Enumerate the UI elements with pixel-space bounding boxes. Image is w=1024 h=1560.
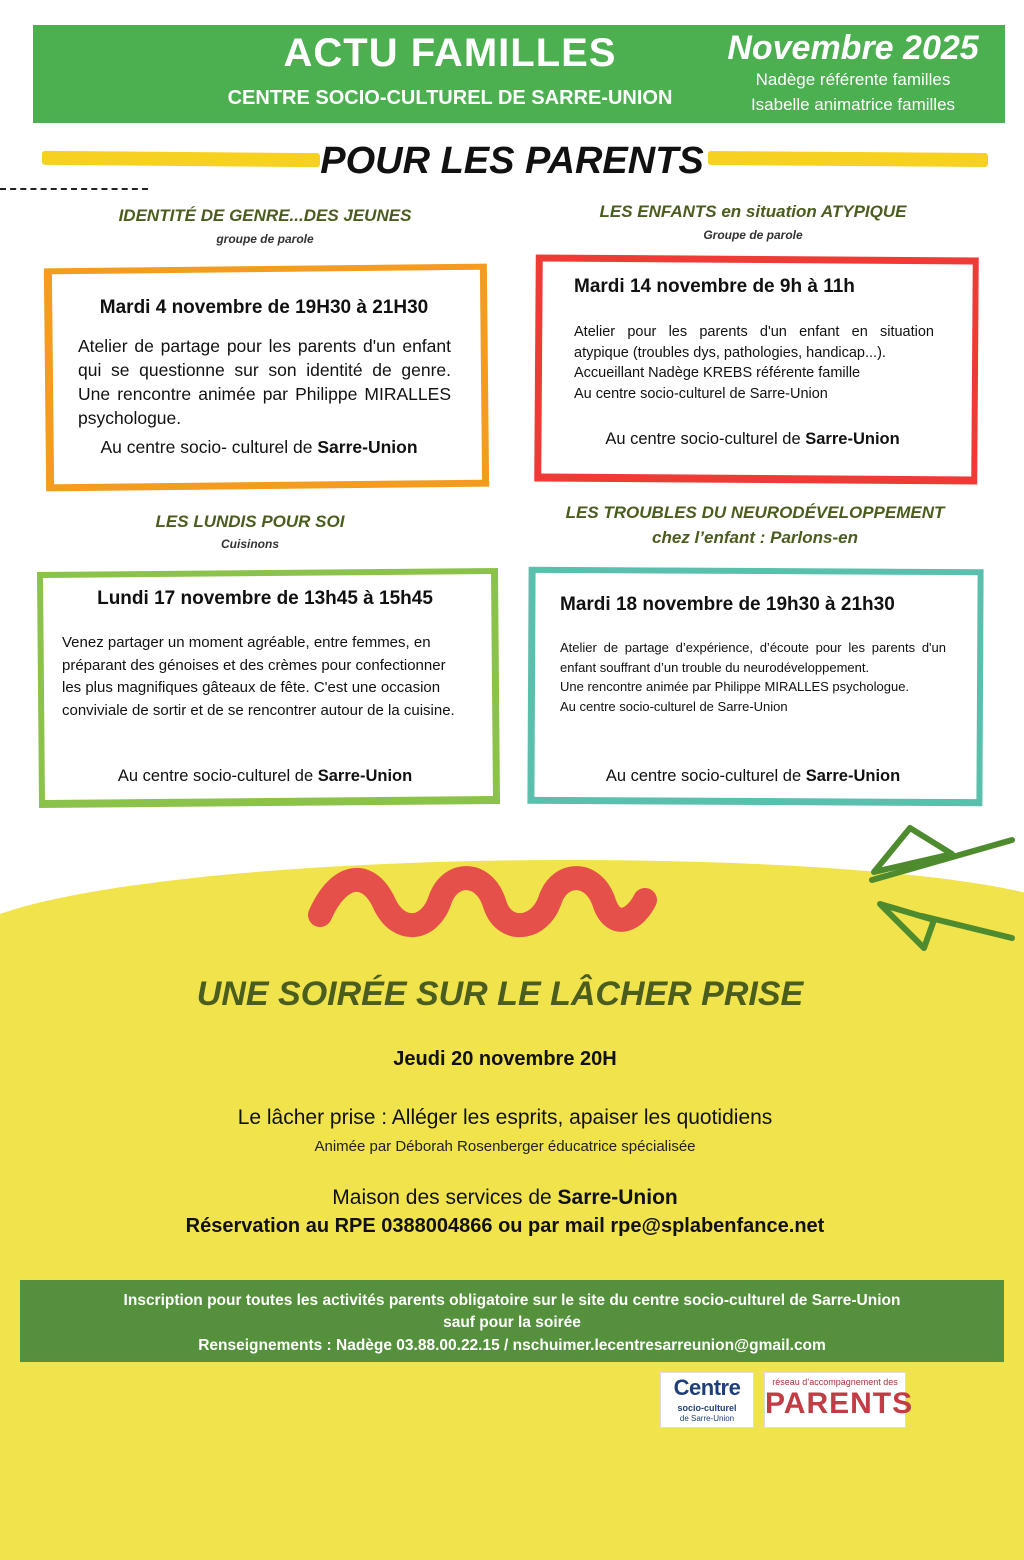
place-town: Sarre-Union xyxy=(805,430,900,448)
activity-category: LES TROUBLES DU NEURODÉVELOPPEMENT xyxy=(565,503,945,522)
description-main: Atelier pour les parents d'un enfant en situation atypique (troubles dys, pathologies, handicap...). xyxy=(574,324,934,361)
activity-description: Atelier de partage pour les parents d'un enfant qui se questionne sur son identité de genre. Une rencontre animée par Philippe MIRALLES psychologue. xyxy=(78,336,451,428)
activity-place xyxy=(50,437,468,458)
event-place xyxy=(0,1186,1010,1210)
month-label: Novembre 2025 xyxy=(727,29,979,67)
footer-registration: Inscription pour toutes les activités parents obligatoire sur le site du centre socio-culturel de Sarre-Union xyxy=(123,1292,901,1309)
referents xyxy=(713,67,993,117)
logo-centre-sub: socio-culturel xyxy=(677,1403,737,1413)
logo-centre-town: de Sarre-Union xyxy=(679,1414,735,1423)
activity-description xyxy=(560,638,946,716)
event-theme: Le lâcher prise : Alléger les esprits, apaiser les quotidiens xyxy=(237,1106,773,1129)
activity-place xyxy=(540,430,965,449)
place-prefix: Au centre socio-culturel de xyxy=(605,767,806,785)
activity-description xyxy=(574,322,934,404)
event-place-town: Sarre-Union xyxy=(557,1186,678,1209)
dashed-divider xyxy=(0,188,148,190)
activity-place xyxy=(40,767,490,786)
description-host: Une rencontre animée par Philippe MIRALLES psychologue. xyxy=(560,679,910,694)
activity-category: IDENTITÉ DE GENRE...DES JEUNES xyxy=(118,206,412,225)
referent-families: Nadège référente familles xyxy=(755,70,951,89)
activity-place xyxy=(530,767,976,786)
footer-exception: sauf pour la soirée xyxy=(443,1314,581,1331)
activity-date: Lundi 17 novembre de 13h45 à 15h45 xyxy=(97,588,433,609)
activity-description: Venez partager un moment agréable, entre femmes, en préparant des génoises et des crèmes pour confectionner les plus magnifiques gâteaux de fête. C'est une occasion conviviale de sortir et de se rencontrer autour de la cuisine. xyxy=(62,634,455,719)
description-place: Au centre socio-culturel de Sarre-Union xyxy=(560,698,788,714)
logo-reaap-top: réseau d’accompagnement des xyxy=(772,1377,898,1387)
place-town: Sarre-Union xyxy=(805,767,901,785)
newsletter-title: ACTU FAMILLES xyxy=(283,31,617,75)
place-prefix: Au centre socio- culturel de xyxy=(100,437,318,457)
description-main: Atelier de partage d’expérience, d’écoute pour les parents d'un enfant souffrant d’un trouble du neurodéveloppement. xyxy=(560,640,946,675)
header-banner xyxy=(33,25,1005,123)
logo-reaap-main: PARENTS xyxy=(765,1387,914,1420)
event-date: Jeudi 20 novembre 20H xyxy=(393,1048,617,1070)
squiggle-decoration xyxy=(300,860,670,940)
activity-date: Mardi 18 novembre de 19h30 à 21h30 xyxy=(560,594,895,615)
activity-subcategory: chez l’enfant : Parlons-en xyxy=(652,528,858,547)
footer-contact: Renseignements : Nadège 03.88.00.22.15 / nschuimer.lecentresarreunion@gmail.com xyxy=(198,1337,826,1354)
event-place-prefix: Maison des services de xyxy=(332,1186,558,1209)
centre-socio-culturel-logo xyxy=(660,1372,754,1428)
place-town: Sarre-Union xyxy=(317,437,418,457)
logo-centre-word: Centre xyxy=(673,1375,741,1400)
activity-subcategory: Cuisinons xyxy=(220,537,279,551)
place-prefix: Au centre socio-culturel de xyxy=(117,767,318,785)
referent-animator: Isabelle animatrice familles xyxy=(750,95,956,114)
activity-date: Mardi 14 novembre de 9h à 11h xyxy=(574,276,855,297)
event-reservation: Réservation au RPE 0388004866 ou par mail rpe@splabenfance.net xyxy=(185,1215,825,1237)
place-town: Sarre-Union xyxy=(317,767,413,785)
event-title: UNE SOIRÉE SUR LE LÂCHER PRISE xyxy=(196,975,804,1013)
description-host: Accueillant Nadège KREBS référente famille xyxy=(574,365,861,381)
footer-banner xyxy=(20,1280,1004,1362)
activity-subcategory: groupe de parole xyxy=(216,232,314,246)
activity-category: LES LUNDIS POUR SOI xyxy=(155,512,345,531)
yellow-background-shape xyxy=(0,860,1024,1560)
place-prefix: Au centre socio-culturel de xyxy=(605,430,806,448)
megaphone-icon xyxy=(862,820,1022,955)
event-host: Animée par Déborah Rosenberger éducatrice spécialisée xyxy=(314,1138,696,1155)
organization-name: CENTRE SOCIO-CULTUREL DE SARRE-UNION xyxy=(227,87,673,109)
description-place: Au centre socio-culturel de Sarre-Union xyxy=(574,385,828,402)
activity-subcategory: Groupe de parole xyxy=(703,228,803,242)
section-title: POUR LES PARENTS xyxy=(320,140,704,182)
activity-category: LES ENFANTS en situation ATYPIQUE xyxy=(599,202,907,221)
activity-date: Mardi 4 novembre de 19H30 à 21H30 xyxy=(99,297,429,318)
reaap-parents-logo xyxy=(764,1372,914,1428)
